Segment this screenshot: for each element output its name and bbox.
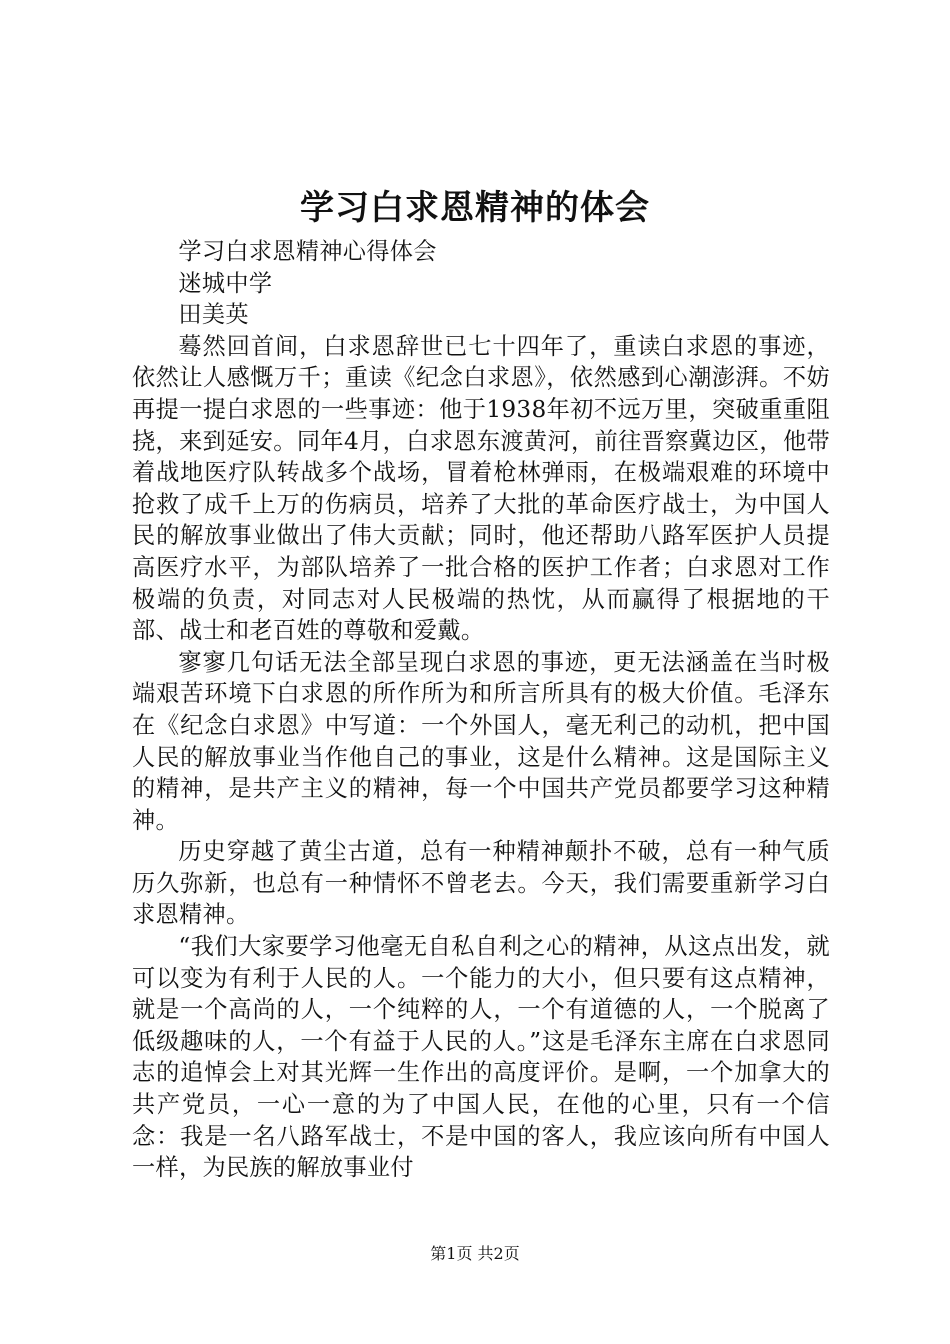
body-paragraph: 寥寥几句话无法全部呈现白求恩的事迹，更无法涵盖在当时极端艰苦环境下白求恩的所作所为和所言所具有的极大价值。毛泽东在《纪念白求恩》中写道：一个外国人，毫无利己的动机，把中国人民的解放事业当作他自己的事业，这是什么精神。这是国际主义的精神，是共产主义的精神，每一个中国共产党员都要学习这种精神。 xyxy=(132,648,830,834)
school-line: 迷城中学 xyxy=(178,269,273,297)
body-paragraph: 蓦然回首间，白求恩辞世已七十四年了，重读白求恩的事迹，依然让人感慨万千；重读《纪念白求恩》，依然感到心潮澎湃。不妨再提一提白求恩的一些事迹：他于1938年初不远万里，突破重重阻挠，来到延安。同年4月，白求恩东渡黄河，前往晋察冀边区，他带着战地医疗队转战多个战场，冒着枪林弹雨，在极端艰难的环境中抢救了成千上万的伤病员，培养了大批的革命医疗战士，为中国人民的解放事业做出了伟大贡献；同时，他还帮助八路军医护人员提高医疗水平，为部队培养了一批合格的医护工作者；白求恩对工作极端的负责，对同志对人民极端的热忱，从而赢得了根据地的干部、战士和老百姓的尊敬和爱戴。 xyxy=(132,332,830,645)
subtitle-line: 学习白求恩精神心得体会 xyxy=(178,238,437,265)
page-footer: 第1页 共2页 xyxy=(430,1244,520,1263)
document-title: 学习白求恩精神的体会 xyxy=(300,188,650,228)
body-paragraph: “我们大家要学习他毫无自私自利之心的精神，从这点出发，就可以变为有利于人民的人。一个能力的大小，但只要有这点精神，就是一个高尚的人，一个纯粹的人，一个有道德的人，一个脱离了低级趣味的人，一个有益于人民的人。”这是毛泽东主席在白求恩同志的追悼会上对其光辉一生作出的高度评价。是啊，一个加拿大的共产党员，一心一意的为了中国人民，在他的心里，只有一个信念：我是一名八路军战士，不是中国的客人，我应该向所有中国人一样，为民族的解放事业付 xyxy=(132,933,830,1182)
document-body xyxy=(132,236,830,1184)
author-line: 田美英 xyxy=(178,301,249,329)
body-paragraph: 历史穿越了黄尘古道，总有一种精神颠扑不破，总有一种气质历久弥新，也总有一种情怀不曾老去。今天，我们需要重新学习白求恩精神。 xyxy=(132,838,830,929)
